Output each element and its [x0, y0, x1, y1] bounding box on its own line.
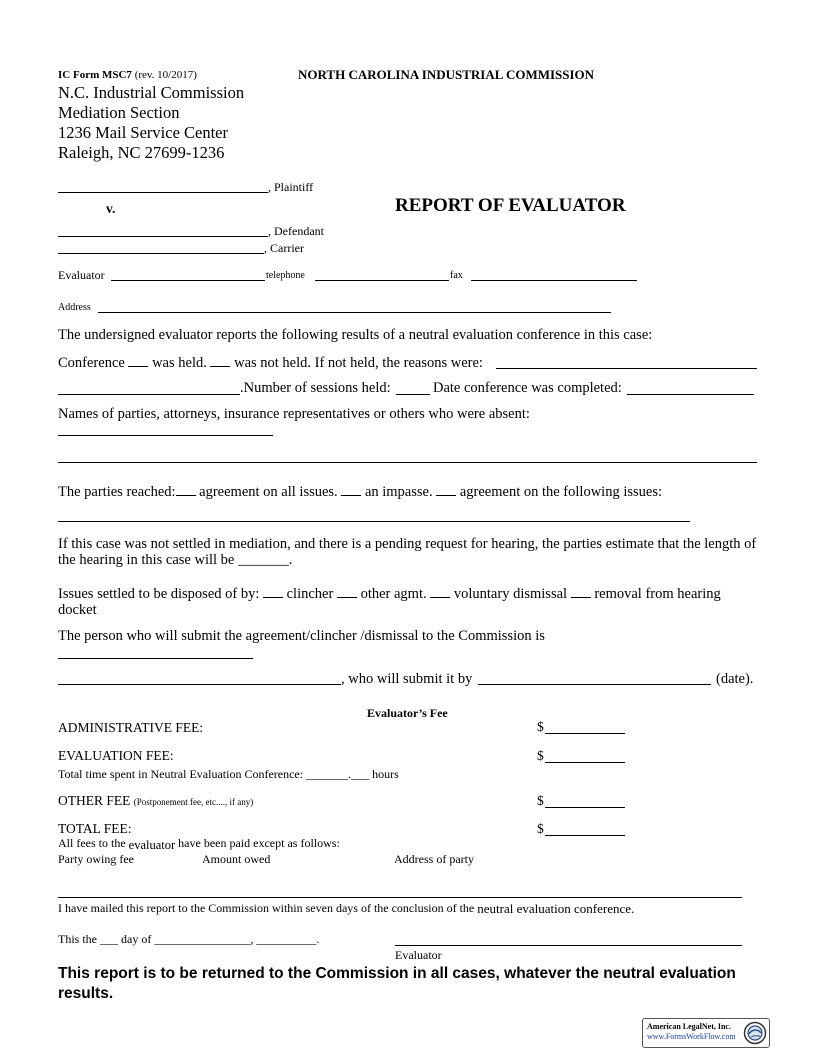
- other-fee-label: OTHER FEE: [58, 793, 131, 808]
- was-not-held-label: was not held. If not held, the reasons were:: [234, 355, 483, 371]
- publisher-logo: [642, 1018, 770, 1048]
- evaluator-signature-field[interactable]: [395, 945, 742, 946]
- publisher-globe-icon: [743, 1021, 767, 1045]
- admin-fee-field[interactable]: [545, 733, 625, 734]
- plaintiff-label: , Plaintiff: [268, 180, 314, 194]
- fax-label: fax: [450, 270, 463, 281]
- reasons-field-continued[interactable]: [58, 394, 240, 395]
- agreement-some-label: agreement on the following issues:: [459, 484, 662, 500]
- reached-label: The parties reached:: [58, 484, 176, 500]
- publisher-url: www.FormsWorkFlow.com: [647, 1032, 736, 1041]
- defendant-label: , Defendant: [268, 224, 324, 238]
- commission-title: NORTH CAROLINA INDUSTRIAL COMMISSION: [298, 67, 595, 82]
- address-line: Mediation Section: [58, 103, 180, 122]
- address-label: Address: [58, 302, 91, 313]
- col-amount-header: Amount owed: [202, 852, 271, 866]
- other-fee-row: [58, 793, 253, 809]
- date-label: (date).: [716, 671, 754, 687]
- voluntary-checkbox[interactable]: [430, 585, 450, 598]
- fees-owed-field[interactable]: [58, 897, 742, 898]
- fee-heading: Evaluator’s Fee: [367, 706, 448, 720]
- col-address-header: Address of party: [394, 852, 474, 866]
- issues-disposed-row: [58, 585, 758, 618]
- fees-paid-text-1: All fees to the: [58, 836, 126, 850]
- other-fee-field[interactable]: [545, 807, 625, 808]
- publisher-name: American LegalNet, Inc.: [647, 1022, 731, 1031]
- reached-row: [58, 483, 662, 501]
- signature-date: This the ___ day of ________________, __________.: [58, 932, 320, 946]
- sessions-label: .Number of sessions held:: [240, 380, 391, 396]
- clincher-checkbox[interactable]: [263, 585, 283, 598]
- conference-label: Conference: [58, 355, 125, 371]
- versus-label: v.: [106, 201, 116, 216]
- form-id: [58, 69, 197, 81]
- address-line: N.C. Industrial Commission: [58, 83, 245, 102]
- submit-person-label: The person who will submit the agreement/clincher /dismissal to the Commission is: [58, 628, 545, 644]
- evaluator-label: Evaluator: [58, 268, 105, 282]
- who-will-submit-label: , who will submit it by: [341, 671, 473, 687]
- form-revision: (rev. 10/2017): [134, 69, 197, 81]
- fees-paid-text-2: evaluator: [128, 838, 176, 852]
- commission-address: [58, 83, 244, 163]
- held-checkbox[interactable]: [128, 354, 148, 367]
- defendant-field[interactable]: [58, 236, 268, 237]
- other-agmt-checkbox[interactable]: [337, 585, 357, 598]
- absent-label: Names of parties, attorneys, insurance representatives or others who were absent:: [58, 406, 530, 422]
- issues-field[interactable]: [58, 521, 690, 522]
- carrier-label: , Carrier: [264, 241, 304, 255]
- submitter-field[interactable]: [58, 684, 341, 685]
- time-spent-text: Total time spent in Neutral Evaluation Conference: _______.___ hours: [58, 767, 399, 781]
- date-completed-field[interactable]: [627, 394, 754, 395]
- agreement-some-checkbox[interactable]: [436, 483, 456, 496]
- intro-text: The undersigned evaluator reports the following results of a neutral evaluation conference in this case:: [58, 327, 653, 343]
- evaluator-field[interactable]: [111, 280, 265, 281]
- address-line: 1236 Mail Service Center: [58, 123, 228, 142]
- removal-checkbox[interactable]: [571, 585, 591, 598]
- evaluation-fee-field[interactable]: [545, 762, 625, 763]
- report-title: REPORT OF EVALUATOR: [395, 195, 626, 216]
- evaluator-signature-label: Evaluator: [395, 948, 442, 962]
- sessions-field[interactable]: [396, 394, 430, 395]
- other-fee-dollar: $: [537, 793, 544, 808]
- total-fee-label: TOTAL FEE:: [58, 821, 132, 836]
- agreement-all-checkbox[interactable]: [176, 483, 196, 496]
- fees-paid-row: [58, 836, 340, 851]
- total-fee-dollar: $: [537, 821, 544, 836]
- agreement-all-label: agreement on all issues.: [199, 484, 338, 500]
- voluntary-label: voluntary dismissal: [453, 586, 568, 602]
- reasons-field[interactable]: [496, 368, 757, 369]
- telephone-label: telephone: [266, 270, 305, 281]
- impasse-checkbox[interactable]: [341, 483, 361, 496]
- mailed-text-2: neutral evaluation conference.: [477, 901, 635, 916]
- date-completed-label: Date conference was completed:: [433, 380, 622, 396]
- total-fee-field[interactable]: [545, 835, 625, 836]
- submit-person-field[interactable]: [58, 658, 253, 659]
- not-settled-text: If this case was not settled in mediation, and there is a pending request for hearing, the parties estimate that the length of the hearing in this case will be _______.: [58, 536, 757, 568]
- evaluation-fee-dollar: $: [537, 748, 544, 763]
- admin-fee-dollar: $: [537, 719, 544, 734]
- was-held-label: was held.: [152, 355, 207, 371]
- address-field[interactable]: [98, 312, 611, 313]
- not-held-checkbox[interactable]: [210, 354, 230, 367]
- telephone-field[interactable]: [315, 280, 449, 281]
- mailed-text-1: I have mailed this report to the Commission within seven days of the conclusion of the: [58, 901, 475, 915]
- form-number: IC Form MSC7: [58, 69, 132, 81]
- other-agmt-label: other agmt.: [360, 586, 427, 602]
- address-line: Raleigh, NC 27699-1236: [58, 143, 225, 162]
- absent-field[interactable]: [58, 435, 273, 436]
- col-party-header: Party owing fee: [58, 852, 134, 866]
- fees-paid-text-3: have been paid except as follows:: [178, 836, 340, 850]
- other-fee-note: (Postponement fee, etc...., if any): [133, 797, 254, 807]
- clincher-label: clincher: [286, 586, 334, 602]
- removal-label: removal from hearing docket: [58, 586, 721, 618]
- plaintiff-field[interactable]: [58, 192, 268, 193]
- conference-row: [58, 354, 483, 372]
- mailed-row: [58, 900, 634, 916]
- return-instructions: This report is to be returned to the Commission in all cases, whatever the neutral evaluation results.: [58, 965, 736, 1002]
- submit-date-field[interactable]: [478, 684, 711, 685]
- absent-field-2[interactable]: [58, 462, 757, 463]
- admin-fee-label: ADMINISTRATIVE FEE:: [58, 720, 204, 735]
- issues-disposed-label: Issues settled to be disposed of by:: [58, 586, 260, 602]
- carrier-field[interactable]: [58, 253, 264, 254]
- impasse-label: an impasse.: [364, 484, 433, 500]
- fax-field[interactable]: [471, 280, 637, 281]
- evaluation-fee-label: EVALUATION FEE:: [58, 748, 174, 763]
